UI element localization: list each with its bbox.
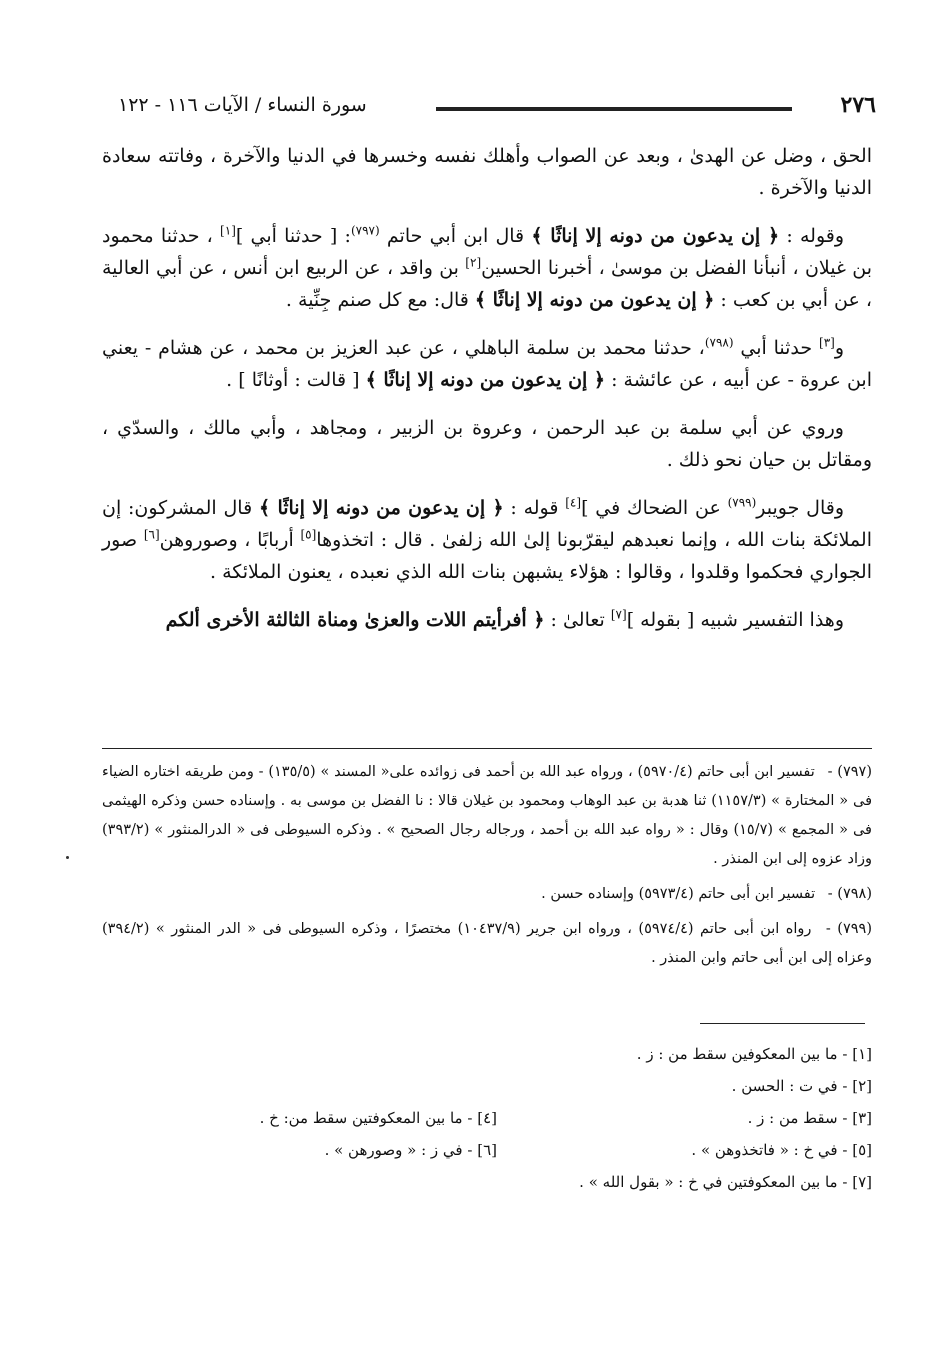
variant-note <box>579 1166 872 1198</box>
variant-row <box>102 1102 872 1134</box>
paragraph <box>102 412 872 476</box>
text-run: وهذا التفسير شبيه [ بقوله ] <box>626 609 844 631</box>
variant-row <box>102 1038 872 1070</box>
text-run: وروي عن أبي سلمة بن عبد الرحمن ، وعروة بن الزبير ، ومجاهد ، وأبي مالك ، والسدّي ، ومقاتل بن حيان نحو ذلك . <box>102 417 872 471</box>
footnote-number: (٧٩٨) - <box>827 886 872 902</box>
reference-marker: [٥] <box>300 527 317 542</box>
footnote-number: (٧٩٧) - <box>827 764 872 780</box>
text-run: وقوله : <box>779 225 845 247</box>
variant-row <box>102 1134 872 1166</box>
variant-text: ما بين المعكوفتين سقط من: خ . <box>259 1109 463 1127</box>
reference-marker: [٤] <box>565 495 582 510</box>
variant-label: [٥] - <box>842 1141 872 1159</box>
text-run: تعالىٰ : <box>544 609 611 631</box>
variant-text: سقط من : ز . <box>747 1109 838 1127</box>
variant-text: ما بين المعكوفتين في خ : « بقول الله » . <box>579 1173 838 1191</box>
header-title: سورة النساء / الآيات ١١٦ - ١٢٢ <box>118 94 367 116</box>
footnote-number: (٧٩٩) - <box>825 921 873 937</box>
text-run: ، حدثنا محمد بن سلمة الباهلي ، عن عبد العزيز بن محمد ، عن هشام - يعني ابن عروة - عن أبيه ، عن عائشة : <box>102 337 872 391</box>
footnote-text: تفسير ابن أبى حاتم (٥٩٧٠/٤) ، ورواه عبد الله بن أحمد فى زوائده على« المسند » (١٣٥/٥) - ومن طريقه اختاره الضياء فى « المختارة » (١١٥٧/٣) ثنا هدبة بن عبد الوهاب ومحمود بن غيلان قالا : نا الفضل بن موسى به . وإسناده حسن وذكره الهيثمى فى « المجمع » (١٥/٧) وقال : « رواه عبد الله بن أحمد ، ورجاله رجال الصحيح » . وذكره السيوطى فى « الدرالمنثور » (٣٩٣/٢) وزاد عزوه إلى ابن المنذر . <box>102 764 873 867</box>
variant-label: [٤] - <box>467 1109 497 1127</box>
reference-marker: [٢] <box>465 255 482 270</box>
footnote-text: رواه ابن أبى حاتم (٥٩٧٤/٤) ، ورواه ابن جرير (١٠٤٣٧/٩) مختصرًا ، وذكره السيوطى فى « الدر المنثور » (٣٩٤/٢) وعزاه إلى ابن أبى حاتم وابن المنذر . <box>102 921 872 966</box>
text-run: حدثنا أبي <box>733 337 819 359</box>
reference-marker: [٦] <box>143 527 160 542</box>
text-run: و <box>834 337 845 359</box>
manuscript-variants <box>102 1038 872 1198</box>
footnote <box>102 880 872 909</box>
paragraph <box>102 604 872 636</box>
reference-marker: [١] <box>220 223 236 238</box>
variant-label: [١] - <box>842 1045 872 1063</box>
variant-note <box>260 1102 497 1134</box>
text-run: بن واقد ، عن الربيع ابن أنس ، عن أبي العالية ، عن أبي بن كعب : <box>102 257 872 311</box>
header-rule <box>436 107 792 111</box>
text-run: صور الجواري فحكموا وقلدوا ، وقالوا : هؤلاء يشبهن بنات الله الذي نعبده ، يعنون الملائكة . <box>102 529 872 583</box>
text-run: أربابًا ، وصوروهن <box>159 529 301 551</box>
paragraph <box>102 140 872 204</box>
variant-row <box>102 1166 872 1198</box>
reference-marker: (٧٩٨) <box>704 335 734 350</box>
variant-label: [٦] - <box>467 1141 497 1159</box>
quran-verse: ﴿ إن يدعون من دونه إلا إناثًا ﴾ <box>258 497 504 519</box>
variant-label: [٣] - <box>842 1109 872 1127</box>
variant-label: [٢] - <box>842 1077 872 1095</box>
reference-marker: (٧٩٩) <box>727 495 757 510</box>
variant-note <box>748 1102 872 1134</box>
footnotes <box>102 758 872 979</box>
variant-label: [٧] - <box>842 1173 872 1191</box>
reference-marker: (٧٩٧) <box>350 223 380 238</box>
variant-row <box>102 1070 872 1102</box>
margin-speck <box>66 856 69 859</box>
quran-verse: ﴿ إن يدعون من دونه إلا إناثًا ﴾ <box>474 289 715 311</box>
quran-verse: ﴿ إن يدعون من دونه إلا إناثًا ﴾ <box>365 369 606 391</box>
footnote <box>102 915 872 973</box>
text-run: وقال جويبر <box>756 497 844 519</box>
text-run: عن الضحاك في ] <box>581 497 728 519</box>
footnote-divider <box>102 748 872 749</box>
reference-marker: [٣] <box>819 335 835 350</box>
variant-text: ما بين المعكوفين سقط من : ز . <box>636 1045 838 1063</box>
variant-text: في ز : « وصورهن » . <box>324 1141 463 1159</box>
variant-text: في خ : « فاتخذوهن » . <box>691 1141 838 1159</box>
paragraph <box>102 220 872 316</box>
page-number: ٢٧٦ <box>840 92 876 118</box>
variant-note <box>637 1038 872 1070</box>
footnote-text: تفسير ابن أبى حاتم (٥٩٧٣/٤) وإسناده حسن . <box>541 886 816 902</box>
text-run: قال: مع كل صنم جِنِّية . <box>285 289 475 311</box>
variant-note <box>732 1070 872 1102</box>
quran-verse: ﴿ إن يدعون من دونه إلا إناثًا ﴾ <box>531 225 780 247</box>
variant-note <box>325 1134 497 1166</box>
reference-marker: [٧] <box>610 607 627 622</box>
text-run: قال المشركون: إن الملائكة بنات الله ، وإنما نعبدهم ليقرّبونا إلىٰ الله زلفىٰ . قال : اتخذوها <box>102 497 872 551</box>
running-header <box>118 92 876 124</box>
paragraph <box>102 492 872 588</box>
variants-divider <box>700 1023 865 1024</box>
variant-text: في ت : الحسن . <box>731 1077 838 1095</box>
text-run: ، حدثنا محمود بن غيلان ، أنبأنا الفضل بن موسىٰ ، أخبرنا الحسين <box>102 225 872 279</box>
text-run: قال ابن أبي حاتم <box>379 225 532 247</box>
variant-note <box>691 1134 872 1166</box>
text-run: الحق ، وضل عن الهدىٰ ، وبعد عن الصواب وأهلك نفسه وخسرها في الدنيا والآخرة ، وفاتته سعادة الدنيا والآخرة . <box>102 145 872 199</box>
text-run: قوله : <box>503 497 566 519</box>
footnote <box>102 758 872 874</box>
quran-verse: ﴿ أفرأيتم اللات والعزىٰ ومناة الثالثة الأخرى ألكم <box>165 609 545 631</box>
paragraph <box>102 332 872 396</box>
text-run: [ قالت : أوثانًا ] . <box>226 369 366 391</box>
main-text <box>102 140 872 652</box>
text-run: : [ حدثنا أبي ] <box>235 225 351 247</box>
